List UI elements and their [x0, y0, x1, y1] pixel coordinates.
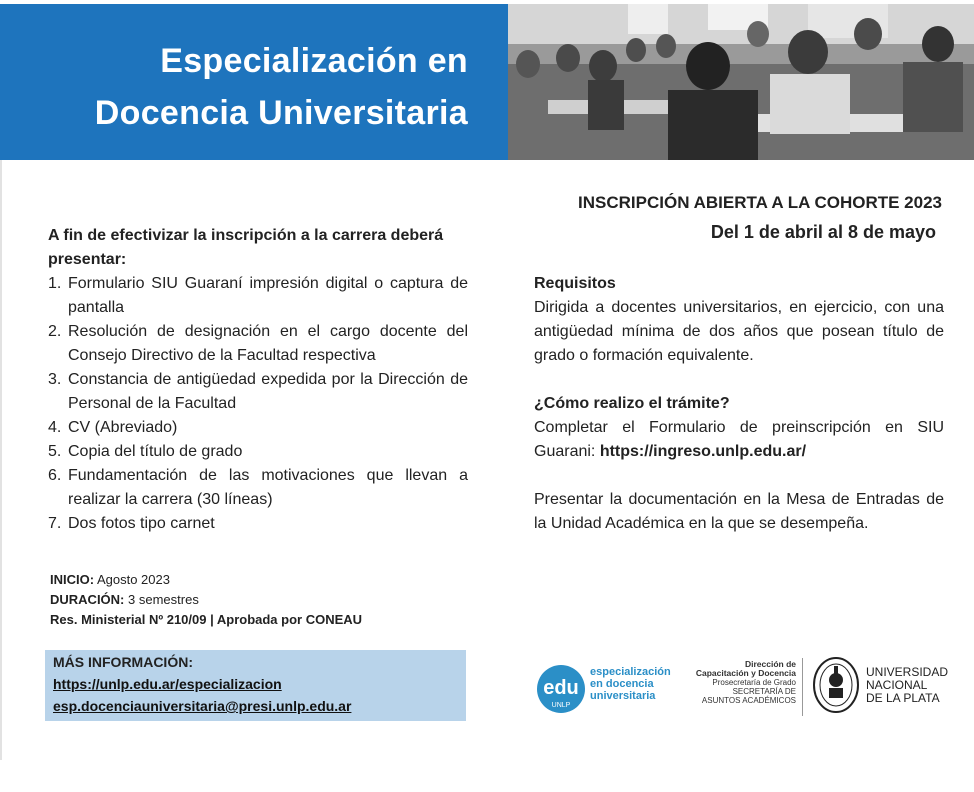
edu-logo-mark: edu: [543, 677, 579, 699]
email-link[interactable]: esp.docenciauniversitaria@presi.unlp.edu.ar: [53, 698, 352, 714]
title-banner: [0, 4, 508, 160]
documents-intro: A fin de efectivizar la inscripción a la carrera deberá presentar:: [48, 227, 444, 268]
course-info: [50, 570, 362, 630]
list-item: 7. Dos fotos tipo carnet: [48, 515, 215, 532]
specialization-link[interactable]: https://unlp.edu.ar/especializacion: [53, 676, 282, 692]
documents-list: [48, 272, 468, 536]
unlp-seal-icon: [812, 656, 860, 719]
list-item: 3. Constancia de antigüedad expedida por la Dirección de Personal de la Facultad: [48, 371, 468, 412]
enrollment-link[interactable]: https://ingreso.unlp.edu.ar/: [599, 443, 807, 460]
logos-footer: [536, 652, 949, 724]
requirements-text: Dirigida a docentes universitarios, en ejercicio, con una antigüedad mínima de dos años que posean título de grado o formación equivalente.: [534, 299, 944, 364]
header-banner: [0, 4, 974, 164]
ministerial-resolution: Res. Ministerial Nº 210/09 | Aprobada por CONEAU: [50, 612, 363, 627]
left-edge-rule: [0, 160, 2, 760]
cohort-title: INSCRIPCIÓN ABIERTA A LA COHORTE 2023: [578, 193, 942, 212]
page-title-line2: Docencia Universitaria: [94, 94, 468, 132]
direction-logo-text: Dirección de Capacitación y Docencia Prosecretaría de Grado SECRETARÍA DE ASUNTOS ACADÉMICOS: [695, 659, 796, 705]
right-column: [534, 272, 944, 536]
unlp-logo-text: UNIVERSIDAD NACIONAL DE LA PLATA: [866, 665, 949, 705]
start-date: INICIO: Agosto 2023: [50, 572, 170, 587]
procedure-text: Completar el Formulario de preinscripción en SIU Guarani: https://ingreso.unlp.edu.ar/: [534, 419, 944, 460]
list-item: 1. Formulario SIU Guaraní impresión digital o captura de pantalla: [48, 275, 468, 316]
edu-logo-text: especialización en docencia universitaria: [590, 666, 671, 702]
list-item: 5. Copia del título de grado: [48, 443, 243, 460]
edu-logo: [536, 664, 586, 719]
submission-text: Presentar la documentación en la Mesa de Entradas de la Unidad Académica en la que se desempeña.: [534, 491, 944, 532]
duration: DURACIÓN: 3 semestres: [50, 592, 199, 607]
list-item: 6. Fundamentación de las motivaciones que llevan a realizar la carrera (30 líneas): [48, 467, 468, 508]
more-info-title: MÁS INFORMACIÓN:: [53, 654, 193, 670]
edu-logo-sub: UNLP: [551, 702, 571, 709]
page-title-line1: Especialización en: [160, 42, 468, 80]
classroom-photo: [508, 4, 974, 160]
requirements-heading: Requisitos: [534, 275, 616, 292]
list-item: 4. CV (Abreviado): [48, 419, 178, 436]
logo-divider: [802, 658, 803, 716]
more-info-box: [45, 650, 466, 721]
cohort-dates: Del 1 de abril al 8 de mayo: [710, 222, 936, 242]
list-item: 2. Resolución de designación en el cargo docente del Consejo Directivo de la Facultad respectiva: [48, 323, 468, 364]
procedure-heading: ¿Cómo realizo el trámite?: [534, 395, 730, 412]
